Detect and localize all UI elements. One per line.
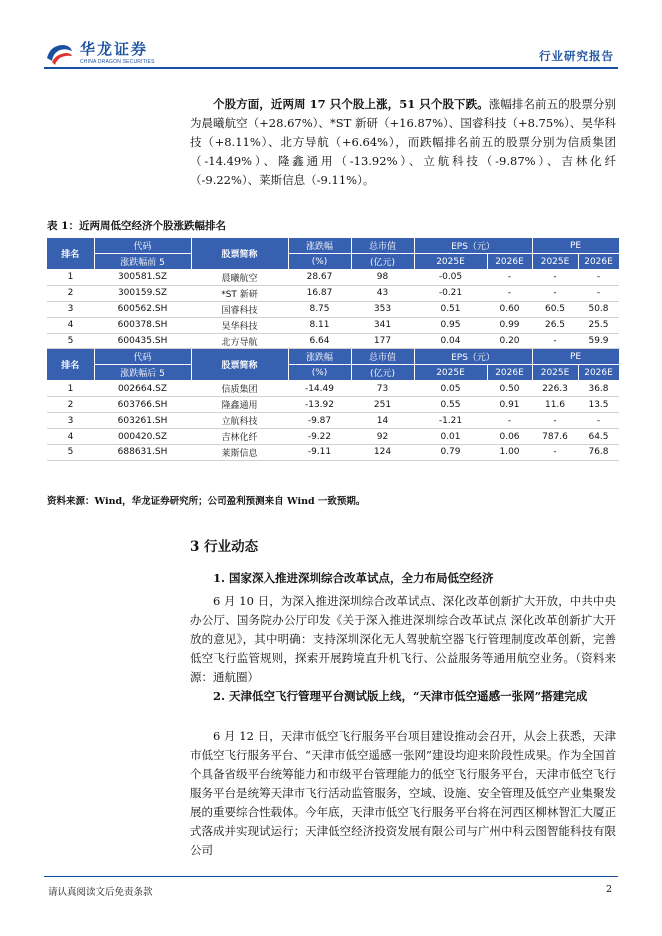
header-change: 涨跌幅 [288,238,351,254]
header-rank: 排名 [47,349,94,381]
header-eps-2026: 2026E [487,365,532,381]
cell-mktcap: 14 [351,413,414,429]
cell-mktcap: 353 [351,301,414,317]
header-pe: PE [532,238,619,254]
cell-eps25: -1.21 [414,413,487,429]
intro-paragraph [190,95,616,190]
header-pe-2025: 2025E [532,365,578,381]
cell-eps25: 0.01 [414,429,487,445]
cell-rank: 4 [47,429,94,445]
news-item-2-title: 2. 天津低空飞行管理平台测试版上线，“天津市低空遥感一张网”搭建完成 [213,689,588,703]
header-mktcap: 总市值 [351,238,414,254]
cell-code: 600435.SH [94,333,191,349]
cell-rank: 1 [47,381,94,397]
logo-text-en: CHINA DRAGON SECURITIES [80,58,155,65]
header-pe-2026: 2026E [578,254,619,270]
cell-pe25: - [532,270,578,286]
cell-pe25: - [532,445,578,461]
cell-change: 28.67 [288,270,351,286]
table-row [47,317,619,333]
cell-name: 隆鑫通用 [191,397,288,413]
cell-change: -9.11 [288,445,351,461]
cell-mktcap: 43 [351,285,414,301]
cell-change: -14.49 [288,381,351,397]
header-pe-2025: 2025E [532,254,578,270]
cell-mktcap: 124 [351,445,414,461]
cell-name: 昊华科技 [191,317,288,333]
intro-lead: 个股方面，近两周 17 只个股上涨，51 只个股下跌。 [213,97,489,111]
news-item-1-body: 6 月 10 日，为深入推进深圳综合改革试点、深化改革创新扩大开放，中共中央办公厅、国务院办公厅印发《关于深入推进深圳综合改革试点 深化改革创新扩大开放的意见》，其中明确：支持深圳深化无人驾驶航空器飞行管理制度改革创新，完善低空飞行监管规则，探索开展跨境直升机飞行、公益服务等通用航空业务。（资料来源：通航圈） [190,594,616,684]
cell-rank: 5 [47,333,94,349]
cell-code: 002664.SZ [94,381,191,397]
cell-name: 国睿科技 [191,301,288,317]
cell-code: 600378.SH [94,317,191,333]
cell-eps25: 0.04 [414,333,487,349]
cell-eps26: 0.60 [487,301,532,317]
cell-pe26: 64.5 [578,429,619,445]
header-eps-2025: 2025E [414,365,487,381]
cell-name: 晨曦航空 [191,270,288,286]
cell-code: 300159.SZ [94,285,191,301]
cell-pe26: 25.5 [578,317,619,333]
cell-rank: 3 [47,301,94,317]
company-logo [44,40,155,66]
cell-mktcap: 251 [351,397,414,413]
cell-pe26: 36.8 [578,381,619,397]
table-row [47,301,619,317]
cell-rank: 3 [47,413,94,429]
report-type: 行业研究报告 [539,49,614,63]
cell-pe26: - [578,413,619,429]
cell-pe25: 60.5 [532,301,578,317]
cell-eps25: 0.51 [414,301,487,317]
cell-name: 吉林化纤 [191,429,288,445]
cell-eps26: - [487,285,532,301]
cell-pe26: 76.8 [578,445,619,461]
cell-rank: 1 [47,270,94,286]
table-row [47,333,619,349]
cell-change: 16.87 [288,285,351,301]
cell-pe25: 26.5 [532,317,578,333]
table-row [47,397,619,413]
table-row [47,429,619,445]
intro-body: 涨幅排名前五的股票分别为晨曦航空（+28.67%）、*ST 新研（+16.87%）、国睿科技（+8.75%）、昊华科技（+8.11%）、北方导航（+6.64%），而跌幅排名前五的股票分别为信质集团（-14.49%）、隆鑫通用（-13.92%）、立航科技（-9.87%）、吉林化纤（-9.22%）、莱斯信息（-9.11%）。 [190,97,617,187]
header-pe-2026: 2026E [578,365,619,381]
cell-pe25: 11.6 [532,397,578,413]
cell-rank: 5 [47,445,94,461]
cell-pe26: - [578,285,619,301]
table-row [47,270,619,286]
cell-pe25: 787.6 [532,429,578,445]
table-caption: 表 1：近两周低空经济个股涨跌幅排名 [47,220,226,232]
cell-mktcap: 98 [351,270,414,286]
news-item-2-body: 6 月 12 日，天津市低空飞行服务平台项目建设推动会召开，从会上获悉，天津市低空飞行服务平台、“天津市低空遥感一张网”建设均迎来阶段性成果。作为全国首个具备省级平台统筹能力和市级平台管理能力的低空飞行服务平台，天津市低空飞行服务平台是统筹天津市飞行活动监管服务，空域、设施、安全管理及低空产业集聚发展的重要综合性载体。今年底，天津市低空飞行服务平台将在河西区柳林智汇大厦正式落成并实现试运行；天津低空经济投资发展有限公司与广州中科云图智能科技有限公司 [190,729,616,857]
cell-code: 603261.SH [94,413,191,429]
cell-eps25: -0.21 [414,285,487,301]
cell-mktcap: 92 [351,429,414,445]
cell-change: 8.75 [288,301,351,317]
cell-pe26: 50.8 [578,301,619,317]
cell-name: 莱斯信息 [191,445,288,461]
header-name: 股票简称 [191,238,288,270]
cell-eps26: 0.06 [487,429,532,445]
cell-pe25: - [532,285,578,301]
table-row [47,445,619,461]
table-row [47,413,619,429]
news-item-1-title: 1. 国家深入推进深圳综合改革试点，全力布局低空经济 [213,571,494,585]
cell-eps26: 0.20 [487,333,532,349]
header-divider [44,67,618,69]
header-mktcap-unit: (亿元) [351,254,414,270]
header-pe: PE [532,349,619,365]
cell-pe25: - [532,413,578,429]
cell-eps25: 0.05 [414,381,487,397]
cell-name: 北方导航 [191,333,288,349]
cell-eps25: 0.79 [414,445,487,461]
cell-rank: 2 [47,285,94,301]
table-source: 资料来源：Wind，华龙证券研究所；公司盈利预测来自 Wind 一致预期。 [47,496,366,507]
header-top-group: 涨跌幅前 5 [94,254,191,270]
cell-mktcap: 73 [351,381,414,397]
header-rank: 排名 [47,238,94,270]
cell-change: -13.92 [288,397,351,413]
header-eps: EPS（元） [414,349,532,365]
cell-eps26: 0.50 [487,381,532,397]
cell-rank: 4 [47,317,94,333]
cell-change: 8.11 [288,317,351,333]
cell-pe26: 13.5 [578,397,619,413]
cell-change: 6.64 [288,333,351,349]
header-change-unit: (%) [288,254,351,270]
header-change-unit: (%) [288,365,351,381]
header-mktcap: 总市值 [351,349,414,365]
cell-pe25: - [532,333,578,349]
header-bottom-group: 涨跌幅后 5 [94,365,191,381]
cell-pe26: 59.9 [578,333,619,349]
cell-name: 立航科技 [191,413,288,429]
cell-pe25: 226.3 [532,381,578,397]
logo-text-cn: 华龙证券 [80,39,149,58]
cell-eps25: 0.55 [414,397,487,413]
cell-eps25: 0.95 [414,317,487,333]
table-row [47,381,619,397]
cell-eps26: 0.91 [487,397,532,413]
cell-eps26: - [487,270,532,286]
cell-eps26: 1.00 [487,445,532,461]
cell-code: 300581.SZ [94,270,191,286]
header-name: 股票简称 [191,349,288,381]
header-change: 涨跌幅 [288,349,351,365]
header-eps-2026: 2026E [487,254,532,270]
page-header [0,0,662,70]
cell-code: 600562.SH [94,301,191,317]
header-mktcap-unit: (亿元) [351,365,414,381]
dragon-logo-icon [44,40,74,66]
cell-name: *ST 新研 [191,285,288,301]
cell-pe26: - [578,270,619,286]
cell-eps26: - [487,413,532,429]
header-eps-2025: 2025E [414,254,487,270]
cell-change: -9.22 [288,429,351,445]
header-eps: EPS（元） [414,238,532,254]
cell-code: 603766.SH [94,397,191,413]
cell-mktcap: 177 [351,333,414,349]
table-row [47,285,619,301]
cell-change: -9.87 [288,413,351,429]
footer-disclaimer: 请认真阅读文后免责条款 [48,887,153,898]
header-code: 代码 [94,238,191,254]
footer-divider [44,876,618,877]
cell-eps25: -0.05 [414,270,487,286]
stock-ranking-table [47,238,620,461]
cell-rank: 2 [47,397,94,413]
cell-name: 信质集团 [191,381,288,397]
page-number: 2 [606,884,613,895]
header-code: 代码 [94,349,191,365]
section-title: 3 行业动态 [190,539,259,555]
cell-mktcap: 341 [351,317,414,333]
cell-code: 000420.SZ [94,429,191,445]
cell-code: 688631.SH [94,445,191,461]
cell-eps26: 0.99 [487,317,532,333]
